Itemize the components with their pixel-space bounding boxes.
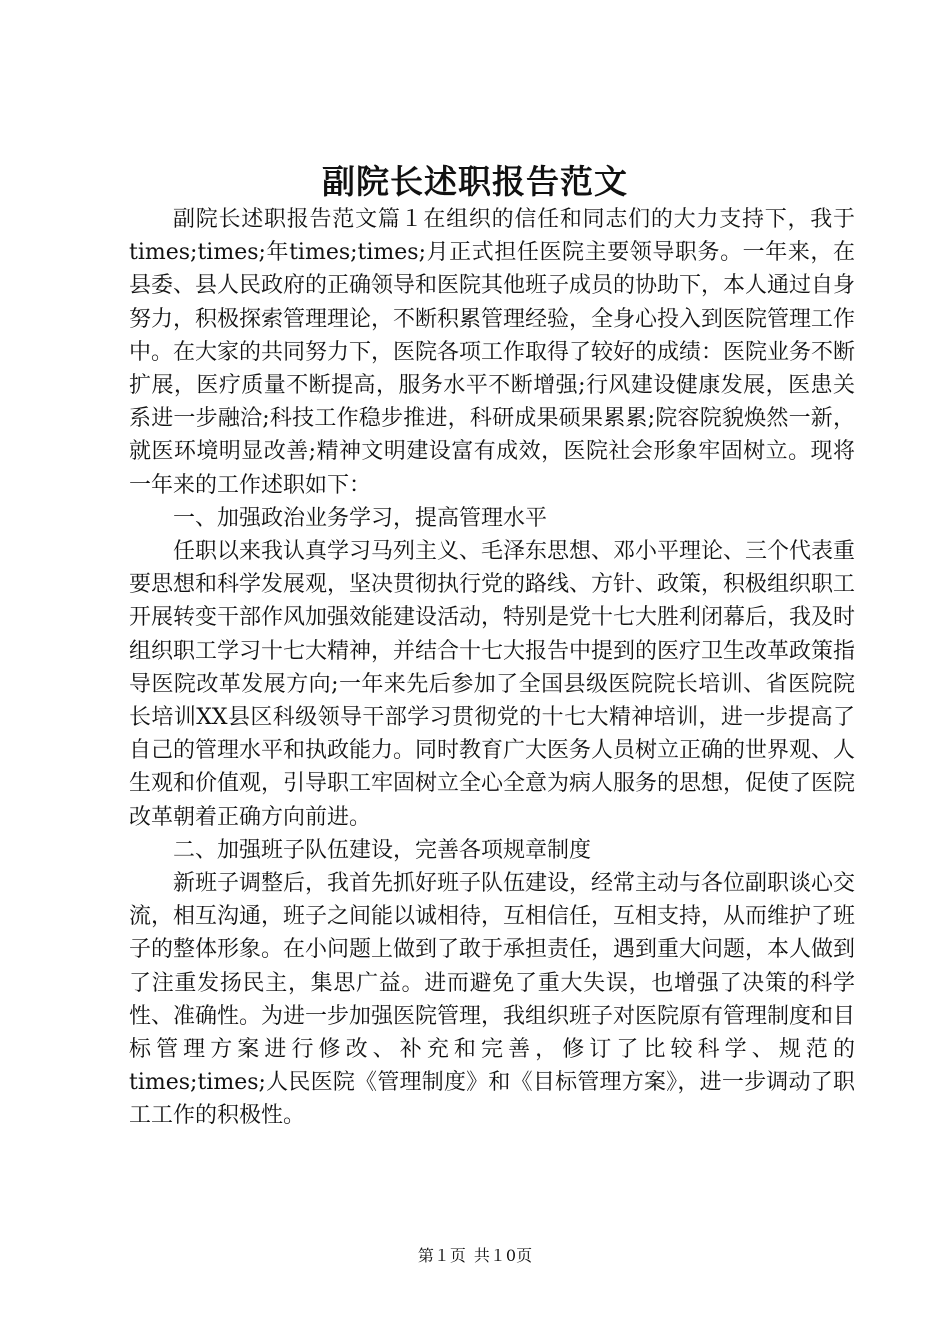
page-footer (0, 1244, 950, 1268)
document-body (129, 203, 855, 1133)
section-heading: 二、加强班子队伍建设，完善各项规章制度 (173, 837, 592, 863)
body-paragraph: 任职以来我认真学习马列主义、毛泽东思想、邓小平理论、三个代表重要思想和科学发展观，坚决贯彻执行党的路线、方针、政策，积极组织职工开展转变干部作风加强效能建设活动，特别是党十七大胜利闭幕后，我及时组织职工学习十七大精神，并结合十七大报告中提到的医疗卫生改革政策指导医院改革发展方向;一年来先后参加了全国县级医院院长培训、省医院院长培训XX县区科级领导干部学习贯彻党的十七大精神培训，进一步提高了自己的管理水平和执政能力。同时教育广大医务人员树立正确的世界观、人生观和价值观，引导职工牢固树立全心全意为病人服务的思想，促使了医院改革朝着正确方向前进。 (129, 539, 856, 830)
section-heading: 一、加强政治业务学习，提高管理水平 (173, 505, 548, 531)
document-title: 副院长述职报告范文 (322, 162, 628, 201)
page-total: 共１0页 (473, 1246, 533, 1265)
body-paragraph: 副院长述职报告范文篇１在组织的信任和同志们的大力支持下，我于times;times;年times;times;月正式担任医院主要领导职务。一年来，在县委、县人民政府的正确领导和医院其他班子成员的协助下，本人通过自身努力，积极探索管理理论，不断积累管理经验，全身心投入到医院管理工作中。在大家的共同努力下，医院各项工作取得了较好的成绩：医院业务不断扩展，医疗质量不断提高，服务水平不断增强;行风建设健康发展，医患关系进一步融洽;科技工作稳步推进，科研成果硕果累累;院容院貌焕然一新，就医环境明显改善;精神文明建设富有成效，医院社会形象牢固树立。现将一年来的工作述职如下： (129, 207, 856, 498)
body-paragraph: 新班子调整后，我首先抓好班子队伍建设，经常主动与各位副职谈心交流，相互沟通，班子之间能以诚相待，互相信任，互相支持，从而维护了班子的整体形象。在小问题上做到了敢于承担责任，遇到重大问题，本人做到了注重发扬民主，集思广益。进而避免了重大失误，也增强了决策的科学性、准确性。为进一步加强医院管理，我组织班子对医院原有管理制度和目标管理方案进行修改、补充和完善，修订了比较科学、规范的times;times;人民医院《管理制度》和《目标管理方案》，进一步调动了职工工作的积极性。 (129, 871, 856, 1129)
page-number: 第１页 (417, 1246, 466, 1265)
